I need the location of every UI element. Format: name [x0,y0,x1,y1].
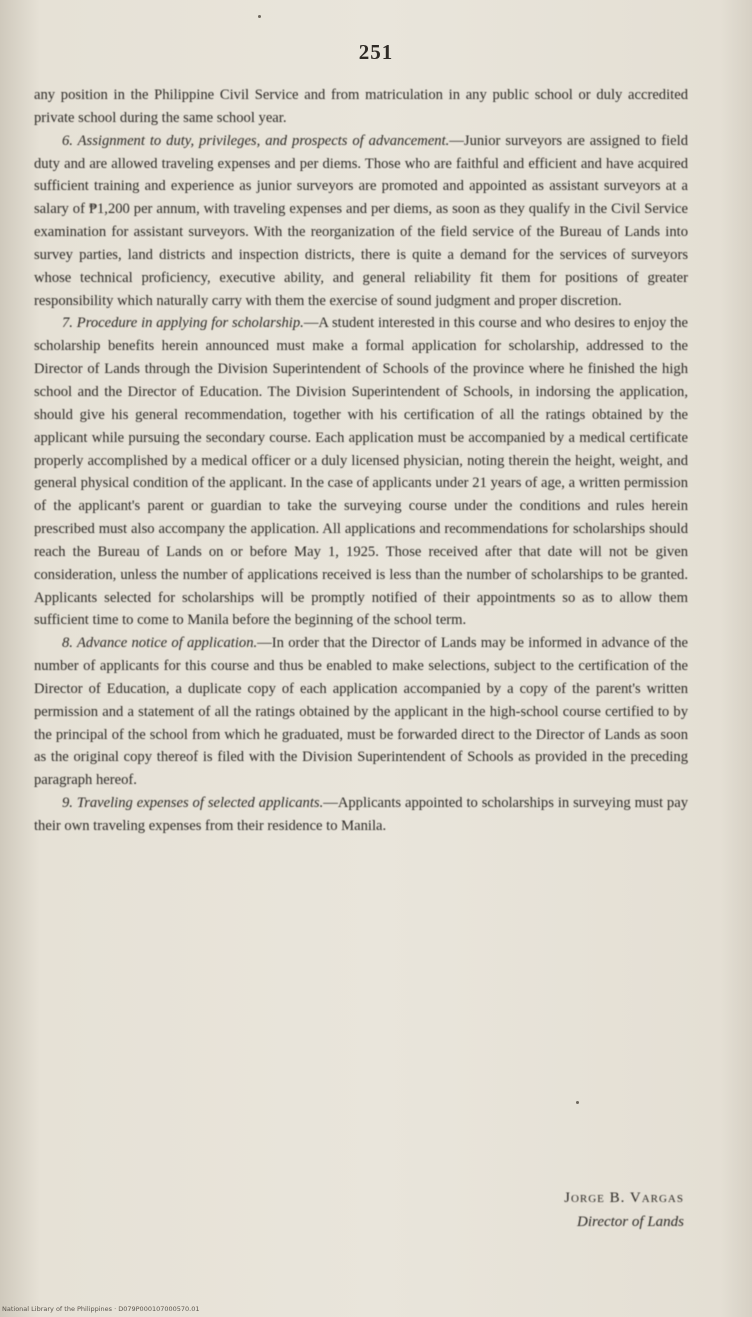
archive-footer: National Library of the Philippines · D079P000107000570.01 [2,1305,200,1313]
signatory-title: Director of Lands [577,1214,684,1230]
paragraph-heading: 9. Traveling expenses of selected applicants. [62,795,324,812]
signature-block [564,1186,684,1234]
print-speck [258,15,261,18]
paragraph-heading: 6. Assignment to duty, privileges, and prospects of advancement. [62,132,450,149]
paragraph-text: any position in the Philippine Civil Service and from matriculation in any public school or duly accredited private school during the same school year. [34,87,688,126]
page-number: 251 [358,40,394,64]
paragraph-traveling-expenses [34,792,688,838]
paragraph-text: —Applicants appointed to scholarships in surveying must pay their own traveling expenses from their residence to Manila. [34,795,689,834]
paragraph-continuation [34,84,688,130]
paragraph-advance-notice [34,632,688,792]
paragraph-assignment-to-duty [34,130,688,313]
body-text [34,84,688,838]
signatory-name: Jorge B. Vargas [564,1190,684,1206]
paragraph-heading: 7. Procedure in applying for scholarship. [62,315,304,332]
paragraph-text: —Junior surveyors are assigned to field duty and are allowed traveling expenses and per diems. Those who are faithful and efficient and have acquired sufficient training and experience as junior surveyors are promoted and appointed as assistant surveyors at a salary of ₱1,200 per annum, with traveling expenses and per diems, as soon as they qualify in the Civil Service examination for assistant surveyors. With the reorganization of the field service of the Bureau of Lands into survey parties, land districts and inspection districts, there is quite a demand for the services of surveyors whose technical proficiency, executive ability, and general reliability fit them for positions of greater responsibility which naturally carry with them the exercise of sound judgment and proper discretion. [34,132,688,309]
print-speck [576,1101,579,1104]
paragraph-text: —In order that the Director of Lands may be informed in advance of the number of applicants for this course and thus be enabled to make selections, subject to the certification of the Director of Education, a duplicate copy of each application accompanied by a copy of the parent's written permission and a statement of all the ratings obtained by the applicant in the high-school course certified to by the principal of the school from which he graduated, must be forwarded direct to the Director of Lands as soon as the original copy thereof is filed with the Division Superintendent of Schools as provided in the preceding paragraph hereof. [34,635,689,789]
paragraph-heading: 8. Advance notice of application. [62,635,258,652]
paragraph-procedure-scholarship [34,312,688,632]
paragraph-text: —A student interested in this course and who desires to enjoy the scholarship benefits herein announced must make a formal application for scholarship, addressed to the Director of Lands through the Division Superintendent of Schools of the province where he finished the high school and the Director of Education. The Division Superintendent of Schools, in indorsing the application, should give his general recommendation, together with his certification of all the ratings obtained by the applicant while pursuing the secondary course. Each application must be accompanied by a medical certificate properly accomplished by a medical officer or a duly licensed physician, noting therein the height, weight, and general physical condition of the applicant. In the case of applicants under 21 years of age, a written permission of the applicant's parent or guardian to take the surveying course under the conditions and rules herein prescribed must also accompany the application. All applications and recommendations for scholarships should reach the Bureau of Lands on or before May 1, 1925. Those received after that date will not be given consideration, unless the number of applications received is less than the number of scholarships to be granted. Applicants selected for scholarships will be promptly notified of their appointments so as to allow them sufficient time to come to Manila before the beginning of the school term. [34,315,688,629]
